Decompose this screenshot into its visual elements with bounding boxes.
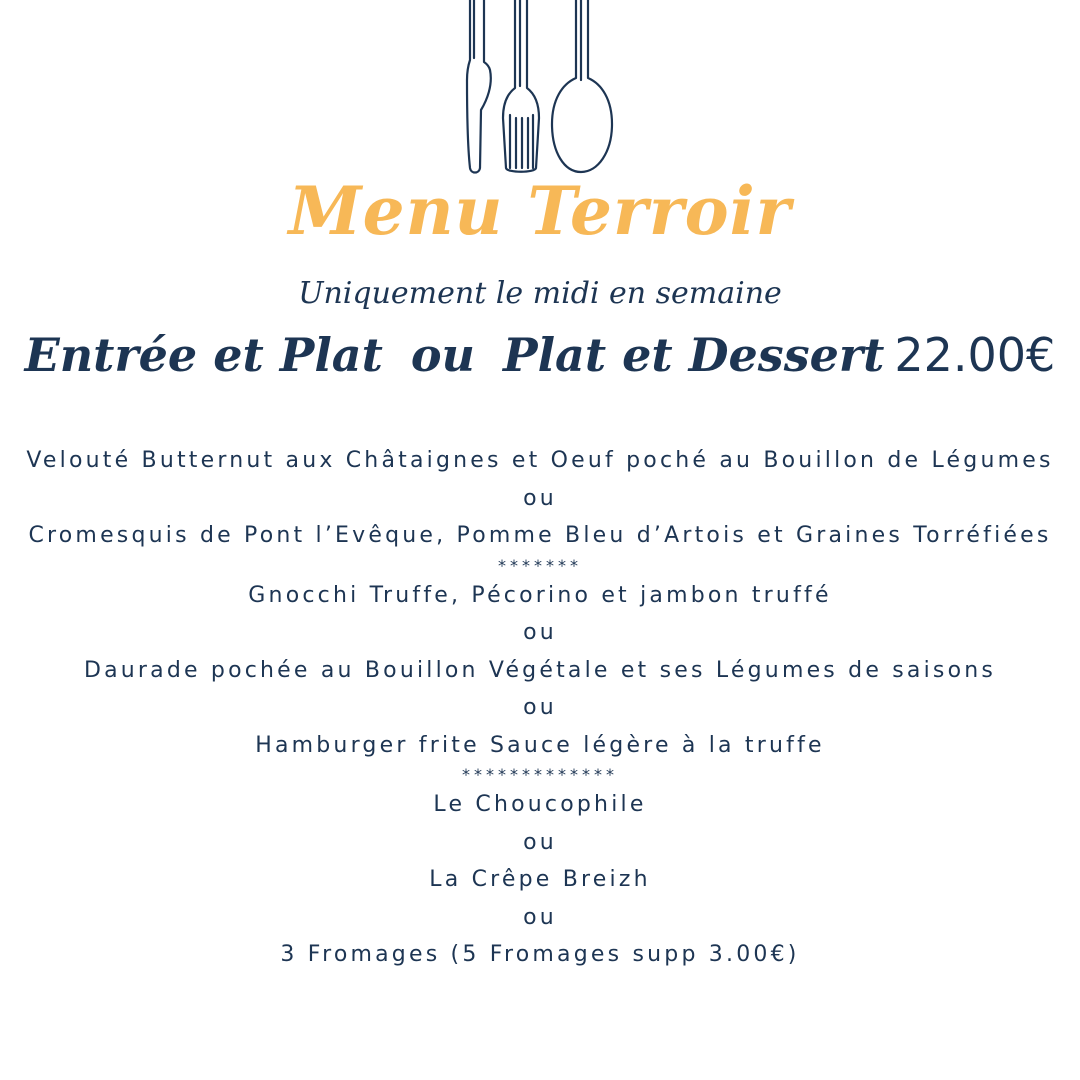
formula-line — [0, 328, 1080, 382]
menu-item: Gnocchi Truffe, Pécorino et jambon truffé — [248, 582, 832, 608]
formula-price: 22.00€ — [894, 328, 1056, 382]
formula-option-2: Plat et Dessert — [502, 328, 885, 382]
or-label: ou — [523, 829, 557, 855]
course-separator: ******* — [498, 555, 582, 575]
fork-icon — [503, 0, 539, 172]
menu-item: 3 Fromages (5 Fromages supp 3.00€) — [280, 942, 800, 967]
menu-item: Velouté Butternut aux Châtaignes et Oeuf poché au Bouillon de Légumes — [26, 448, 1054, 473]
formula-option-1: Entrée et Plat — [24, 328, 383, 382]
utensils-illustration — [460, 0, 620, 178]
or-label: ou — [523, 904, 557, 930]
menu-item: Hamburger frite Sauce légère à la truffe — [255, 732, 825, 758]
menu-title: Menu Terroir — [288, 172, 792, 250]
spoon-icon — [552, 0, 612, 172]
menu-item: Le Choucophile — [433, 792, 647, 817]
course-separator: ************* — [462, 765, 618, 784]
menu-subtitle: Uniquement le midi en semaine — [298, 276, 782, 311]
formula-separator: ou — [410, 328, 475, 382]
or-label: ou — [523, 620, 557, 645]
menu-item: Daurade pochée au Bouillon Végétale et ses Légumes de saisons — [83, 657, 997, 683]
knife-icon — [467, 0, 491, 173]
menu-item: Cromesquis de Pont l’Evêque, Pomme Bleu d’Artois et Graines Torréfiées — [28, 523, 1052, 548]
menu-item: La Crêpe Breizh — [429, 867, 651, 892]
or-label: ou — [523, 485, 557, 511]
menu-list — [0, 442, 1080, 974]
or-label: ou — [523, 695, 557, 720]
